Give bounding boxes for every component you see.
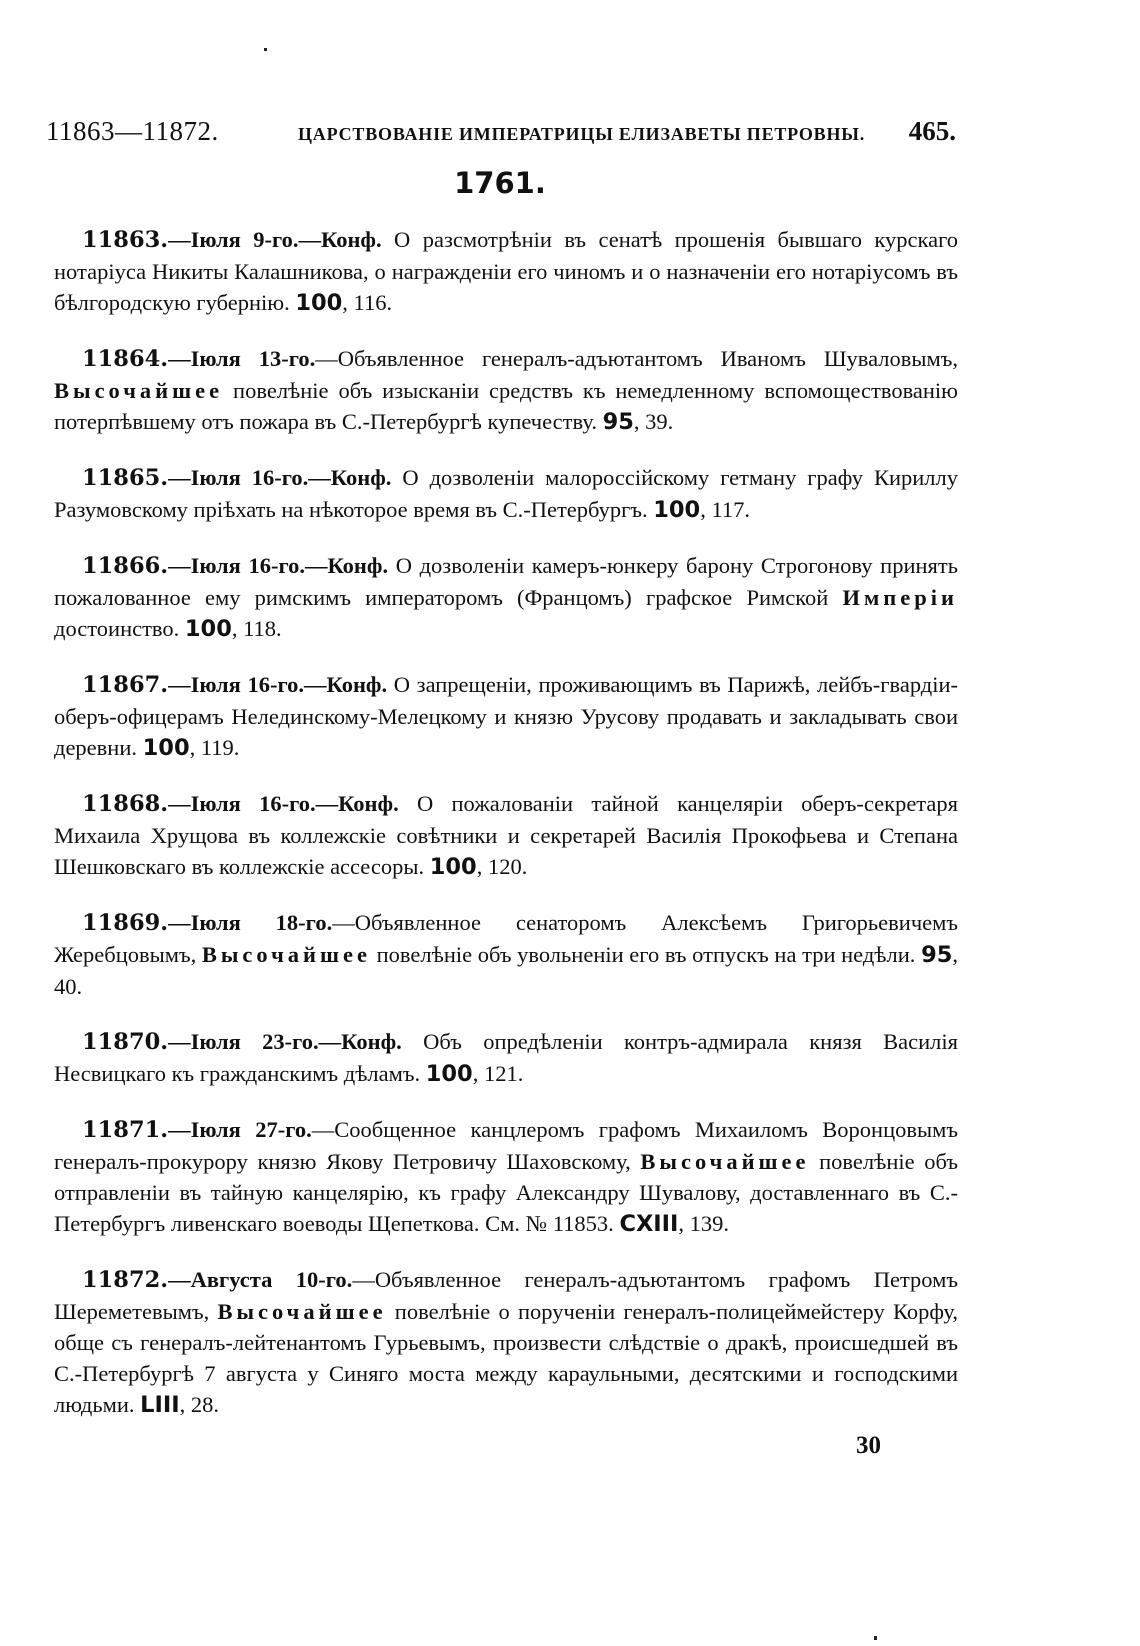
volume-ref: 100 <box>429 854 477 880</box>
entry-date: —Іюля 16-го.—Конф. <box>168 553 389 578</box>
running-header <box>46 116 956 150</box>
page-ref: , 118. <box>231 616 282 641</box>
volume-ref: 95 <box>921 942 953 968</box>
volume-ref: 100 <box>184 616 232 642</box>
entry-text: —Объявленное генералъ-адъютантомъ графомъ Петромъ Шереметевымъ, <box>54 1267 959 1324</box>
volume-ref: 95 <box>602 409 634 435</box>
page-ref: , 116. <box>342 290 393 315</box>
volume-ref: 100 <box>653 497 701 523</box>
entry-number: 11864. <box>82 346 169 372</box>
page-ref: , 28. <box>179 1392 219 1417</box>
entry-number: 11867. <box>82 672 169 698</box>
entry-number: 11868. <box>82 791 169 817</box>
page-ref: , 139. <box>678 1211 730 1236</box>
page-number: 465. <box>908 116 956 146</box>
print-speck <box>264 48 267 51</box>
entry-date: —Іюля 16-го.—Конф. <box>168 465 392 490</box>
year-text: 1761. <box>454 166 546 200</box>
year-heading <box>0 166 1140 200</box>
spaced-word: Высочайшее <box>201 942 371 967</box>
entry-date: —Іюля 13-го. <box>168 346 316 371</box>
entry-number: 11871. <box>82 1117 169 1143</box>
entry <box>54 343 958 438</box>
page-ref: , 120. <box>476 854 528 879</box>
entry-number: 11870. <box>82 1029 169 1055</box>
page-ref: , 119. <box>189 735 240 760</box>
page-ref: , 39. <box>633 409 674 434</box>
entry-range: 11863—11872. <box>46 116 219 146</box>
entry-text-cont: повелѣніе объ увольненіи его въ отпускъ на три недѣли. <box>370 942 922 967</box>
entry-text: О разсмотрѣніи въ сенатѣ прошенія бывшаго курскаго нотаріуса Никиты Калашникова, о награжденіи его чиномъ и о назначеніи его нотаріусомъ въ бѣлгородскую губернію. <box>54 227 958 315</box>
spaced-word: Высочайшее <box>217 1299 387 1324</box>
entry-text: —Сообщенное канцлеромъ графомъ Михаиломъ Воронцовымъ генералъ-прокурору князю Якову Петровичу Шаховскому, <box>54 1117 958 1174</box>
page-ref: , 121. <box>472 1061 524 1086</box>
volume-ref: 100 <box>295 290 343 316</box>
volume-ref: 100 <box>142 735 190 761</box>
entry-text: О дозволеніи малороссійскому гетману графу Кириллу Разумовскому пріѣхать на нѣкоторое время въ С.-Петербургъ. <box>54 465 959 522</box>
page-ref: , 40. <box>54 942 958 999</box>
entry-date: —Іюля 23-го.—Конф. <box>168 1029 402 1054</box>
entry-text-cont: повелѣніе о порученіи генералъ-полицеймейстеру Корфу, обще съ генералъ-лейтенантомъ Гурьевымъ, произвести слѣдствіе о дракѣ, происшедшей въ С.-Петербургѣ 7 августа у Синяго моста между караульными, десятскими и господскими людьми. <box>54 1299 958 1417</box>
entry <box>54 788 958 883</box>
entry-text: —Объявленное сенаторомъ Алексѣемъ Григорьевичемъ Жеребцовымъ, <box>54 910 958 967</box>
entry-text-cont: повелѣніе объ изысканіи средствъ къ немедленному вспомоществованію потерпѣвшему отъ пожара въ С.-Петербургѣ купечеству. <box>54 378 958 434</box>
entry-text-cont: повелѣніе объ отправленіи въ тайную канцелярію, къ графу Александру Шувалову, доставленнаго въ С.-Петербургъ ливенскаго воеводы Щепеткова. См. № 11853. <box>54 1149 958 1236</box>
entry-text: —Объявленное генералъ-адъютантомъ Иваномъ Шуваловымъ, <box>315 346 958 371</box>
volume-ref: CXIII <box>619 1211 679 1237</box>
spaced-word: Высочайшее <box>54 378 224 403</box>
entry-date: —Іюля 9-го.—Конф. <box>168 227 382 252</box>
entry <box>54 1026 958 1090</box>
entry <box>54 1264 958 1421</box>
entry-text-cont: достоинство. <box>54 616 185 641</box>
entries-list <box>54 224 958 1445</box>
print-speck <box>874 1636 877 1640</box>
entry-number: 11869. <box>82 910 169 936</box>
entry-date: —Іюля 16-го.—Конф. <box>168 791 399 816</box>
volume-ref: 100 <box>425 1061 473 1087</box>
entry-number: 11865. <box>82 465 169 491</box>
entry-text: О запрещеніи, проживающимъ въ Парижѣ, лейбъ-гвардіи-оберъ-офицерамъ Нелединскому-Мелецкому и князю Урусову продавать и закладывать свои деревни. <box>54 672 959 760</box>
entry-text: О пожалованіи тайной канцеляріи оберъ-секретаря Михаила Хрущова въ коллежскіе совѣтники и секретарей Василія Прокофьева и Степана Шешковскаго въ коллежскіе ассесоры. <box>54 791 959 879</box>
entry-number: 11866. <box>82 553 169 579</box>
entry-date: —Августа 10-го. <box>168 1267 353 1292</box>
page-ref: , 117. <box>700 497 751 522</box>
entry-number: 11872. <box>82 1267 169 1293</box>
signature-mark: 30 <box>856 1432 881 1459</box>
entry-date: —Іюля 27-го. <box>168 1117 312 1142</box>
entry <box>54 907 958 1002</box>
entry-text: О дозволеніи камеръ-юнкеру барону Строгонову принять пожалованное ему римскимъ императоромъ (Францомъ) графское Римской <box>54 553 958 610</box>
running-title: ЦАРСТВОВАНІЕ ИМПЕРАТРИЦЫ ЕЛИЗАВЕТЫ ПЕТРОВНЫ. <box>298 124 866 144</box>
entry-date: —Іюля 16-го.—Конф. <box>168 672 388 697</box>
spaced-word: Высочайшее <box>640 1149 810 1174</box>
entry <box>54 224 958 319</box>
entry <box>54 669 958 764</box>
entry-number: 11863. <box>82 227 169 253</box>
spaced-word: Имперіи <box>842 585 958 610</box>
volume-ref: LIII <box>140 1392 180 1418</box>
entry <box>54 550 958 645</box>
entry <box>54 462 958 526</box>
entry-text: Объ опредѣленіи контръ-адмирала князя Василія Несвицкаго къ гражданскимъ дѣламъ. <box>54 1029 958 1086</box>
entry <box>54 1114 958 1240</box>
entry-date: —Іюля 18-го. <box>168 910 333 935</box>
